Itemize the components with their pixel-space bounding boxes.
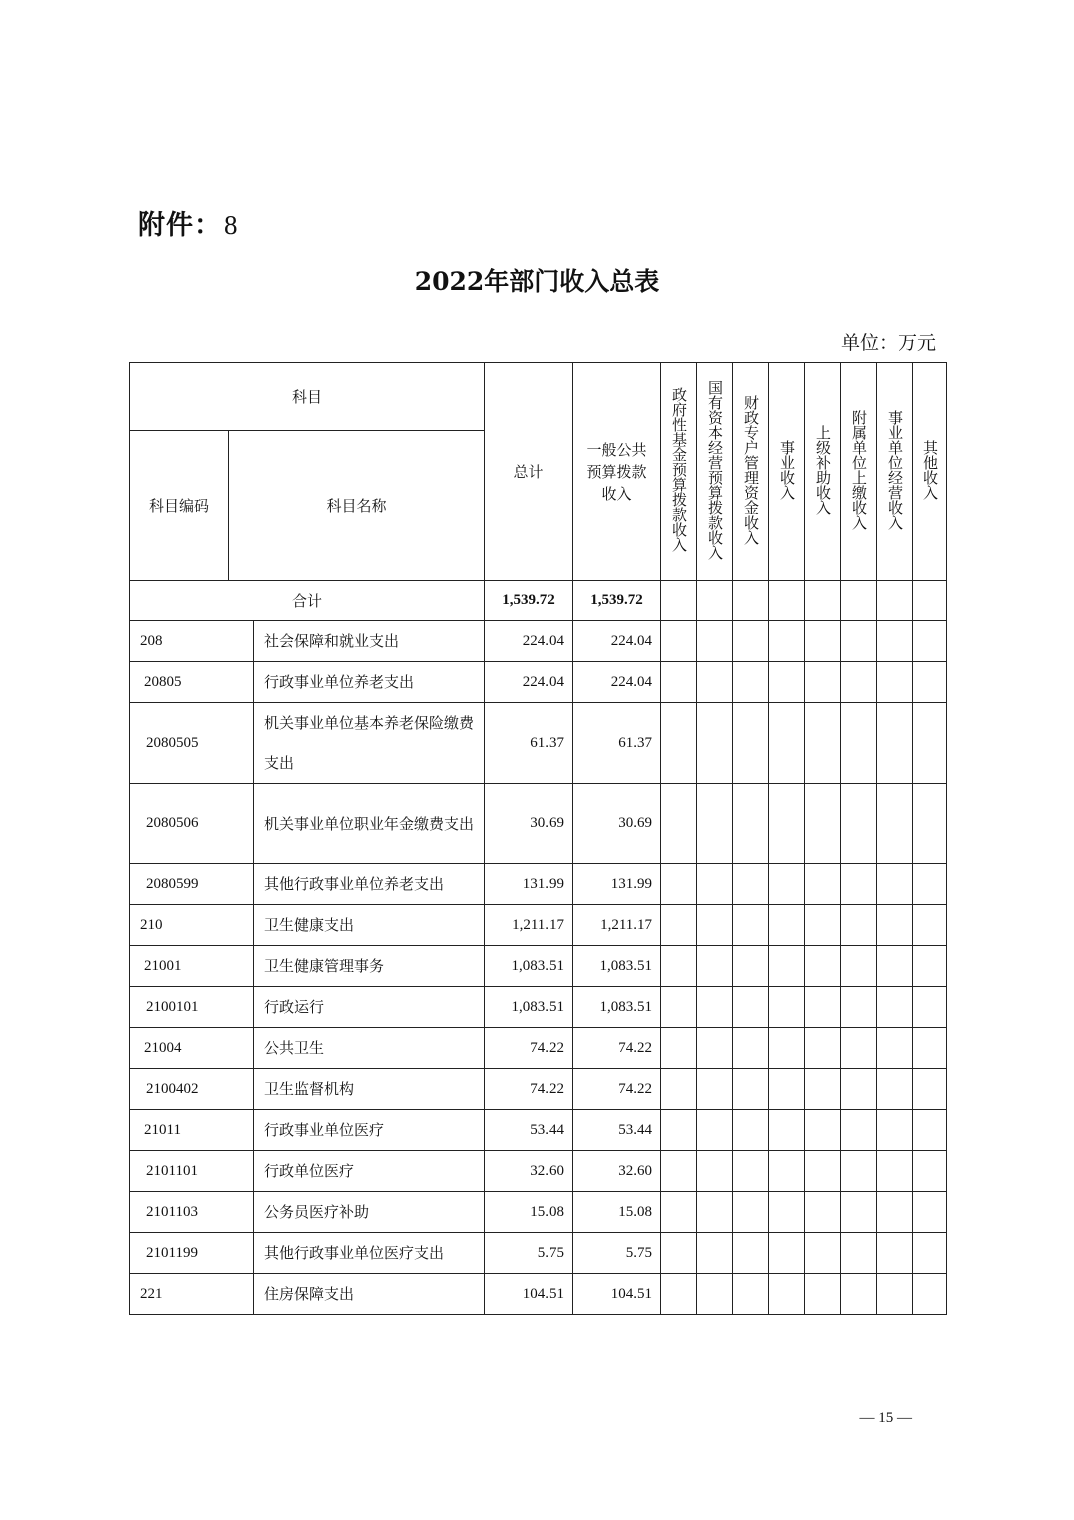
row-empty-cell <box>661 1110 697 1151</box>
row-empty-cell <box>913 1151 947 1192</box>
row-name: 行政单位医疗 <box>254 1151 485 1192</box>
row-empty-cell <box>877 1028 913 1069</box>
row-total: 61.37 <box>485 703 573 784</box>
row-empty-cell <box>733 1069 769 1110</box>
row-empty-cell <box>733 784 769 864</box>
page-title: 2022年部门收入总表 <box>414 267 660 296</box>
attachment-prefix: 附件： <box>138 210 222 241</box>
row-general: 74.22 <box>573 1028 661 1069</box>
row-name: 卫生健康支出 <box>254 905 485 946</box>
row-empty-cell <box>733 621 769 662</box>
row-empty-cell <box>733 1274 769 1315</box>
row-empty-cell <box>769 905 805 946</box>
header-superior <box>805 363 841 581</box>
row-total: 1,211.17 <box>485 905 573 946</box>
row-code: 21011 <box>130 1110 254 1151</box>
row-empty-cell <box>697 987 733 1028</box>
row-empty-cell <box>841 905 877 946</box>
table-row <box>130 1233 947 1274</box>
row-empty-cell <box>877 864 913 905</box>
header-subject: 科目 <box>130 363 485 431</box>
row-empty-cell <box>805 1110 841 1151</box>
row-name: 行政事业单位医疗 <box>254 1110 485 1151</box>
row-empty-cell <box>877 1233 913 1274</box>
row-total: 74.22 <box>485 1069 573 1110</box>
row-empty-cell <box>877 1069 913 1110</box>
table-row <box>130 905 947 946</box>
header-total: 总计 <box>485 363 573 581</box>
row-empty-cell <box>697 1110 733 1151</box>
row-empty-cell <box>877 987 913 1028</box>
row-empty-cell <box>769 703 805 784</box>
row-empty-cell <box>733 703 769 784</box>
row-empty-cell <box>733 1192 769 1233</box>
row-name: 住房保障支出 <box>254 1274 485 1315</box>
table-row <box>130 621 947 662</box>
row-code: 208 <box>130 621 254 662</box>
row-code: 2080506 <box>130 784 254 864</box>
row-empty-cell <box>697 905 733 946</box>
row-empty-cell <box>769 1028 805 1069</box>
row-empty-cell <box>877 662 913 703</box>
row-name: 公共卫生 <box>254 1028 485 1069</box>
header-superior-text: 上级补助收入 <box>814 424 833 515</box>
income-table <box>129 362 947 1315</box>
row-code: 2100402 <box>130 1069 254 1110</box>
row-empty-cell <box>769 662 805 703</box>
row-general: 74.22 <box>573 1069 661 1110</box>
row-code: 2101101 <box>130 1151 254 1192</box>
row-code: 2080505 <box>130 703 254 784</box>
row-name: 公务员医疗补助 <box>254 1192 485 1233</box>
row-empty-cell <box>841 1192 877 1233</box>
row-code: 221 <box>130 1274 254 1315</box>
header-affiliated-text: 附属单位上缴收入 <box>850 409 869 530</box>
row-name: 机关事业单位基本养老保险缴费支出 <box>254 703 485 784</box>
row-empty-cell <box>769 1192 805 1233</box>
row-empty-cell <box>877 1110 913 1151</box>
unit-label: 单位：万元 <box>840 332 936 354</box>
row-empty-cell <box>661 1233 697 1274</box>
header-general-text: 一般公共预算拨款收入 <box>586 440 647 503</box>
row-code: 2101103 <box>130 1192 254 1233</box>
row-total: 104.51 <box>485 1274 573 1315</box>
row-empty-cell <box>841 621 877 662</box>
row-empty-cell <box>733 1151 769 1192</box>
row-empty-cell <box>877 905 913 946</box>
row-empty-cell <box>769 621 805 662</box>
row-empty-cell <box>841 1151 877 1192</box>
row-empty-cell <box>877 1151 913 1192</box>
row-empty-cell <box>805 621 841 662</box>
row-code: 20805 <box>130 662 254 703</box>
row-empty-cell <box>805 987 841 1028</box>
row-total: 74.22 <box>485 1028 573 1069</box>
row-empty-cell <box>769 1274 805 1315</box>
row-total: 5.75 <box>485 1233 573 1274</box>
row-general: 30.69 <box>573 784 661 864</box>
row-name: 卫生监督机构 <box>254 1069 485 1110</box>
attachment-number: 8 <box>224 210 239 240</box>
header-name: 科目名称 <box>229 431 485 581</box>
row-empty-cell <box>661 784 697 864</box>
row-general: 224.04 <box>573 621 661 662</box>
row-empty-cell <box>733 662 769 703</box>
row-empty-cell <box>913 987 947 1028</box>
row-general: 53.44 <box>573 1110 661 1151</box>
row-empty-cell <box>841 662 877 703</box>
row-total: 30.69 <box>485 784 573 864</box>
row-empty-cell <box>805 946 841 987</box>
row-empty-cell <box>769 946 805 987</box>
row-general: 15.08 <box>573 1192 661 1233</box>
row-general: 61.37 <box>573 703 661 784</box>
table-row <box>130 1069 947 1110</box>
header-gov-fund-text: 政府性基金预算拨款收入 <box>670 387 689 552</box>
header-general <box>573 363 661 581</box>
row-empty-cell <box>661 987 697 1028</box>
row-empty-cell <box>913 784 947 864</box>
row-empty-cell <box>805 864 841 905</box>
row-empty-cell <box>733 1233 769 1274</box>
row-empty-cell <box>841 1233 877 1274</box>
row-empty-cell <box>877 1274 913 1315</box>
row-empty-cell <box>805 1192 841 1233</box>
row-general: 32.60 <box>573 1151 661 1192</box>
row-empty-cell <box>805 662 841 703</box>
header-other <box>913 363 947 581</box>
row-empty-cell <box>805 784 841 864</box>
row-general: 1,083.51 <box>573 987 661 1028</box>
row-empty-cell <box>697 1151 733 1192</box>
row-empty-cell <box>877 703 913 784</box>
row-empty-cell <box>841 1069 877 1110</box>
row-empty-cell <box>697 784 733 864</box>
row-code: 21001 <box>130 946 254 987</box>
row-empty-cell <box>913 1028 947 1069</box>
row-empty-cell <box>697 1069 733 1110</box>
row-empty-cell <box>913 905 947 946</box>
row-empty-cell <box>805 1233 841 1274</box>
header-affiliated <box>841 363 877 581</box>
row-empty-cell <box>913 1192 947 1233</box>
row-empty-cell <box>697 621 733 662</box>
table-row <box>130 946 947 987</box>
row-empty-cell <box>877 784 913 864</box>
table-row <box>130 662 947 703</box>
row-total: 131.99 <box>485 864 573 905</box>
row-empty-cell <box>805 1069 841 1110</box>
header-gov-fund <box>661 363 697 581</box>
row-general: 131.99 <box>573 864 661 905</box>
row-empty-cell <box>661 946 697 987</box>
row-empty-cell <box>913 1233 947 1274</box>
row-empty-cell <box>841 784 877 864</box>
row-empty-cell <box>697 1233 733 1274</box>
header-business <box>769 363 805 581</box>
row-empty-cell <box>661 1151 697 1192</box>
row-name: 行政事业单位养老支出 <box>254 662 485 703</box>
row-total: 224.04 <box>485 621 573 662</box>
row-total: 32.60 <box>485 1151 573 1192</box>
row-code: 21004 <box>130 1028 254 1069</box>
row-empty-cell <box>733 987 769 1028</box>
row-empty-cell <box>697 662 733 703</box>
row-empty-cell <box>661 864 697 905</box>
row-code: 210 <box>130 905 254 946</box>
row-empty-cell <box>841 1274 877 1315</box>
row-name: 其他行政事业单位医疗支出 <box>254 1233 485 1274</box>
row-empty-cell <box>841 703 877 784</box>
row-general: 1,211.17 <box>573 905 661 946</box>
row-total: 1,083.51 <box>485 946 573 987</box>
table-rows <box>130 621 947 1315</box>
row-general: 104.51 <box>573 1274 661 1315</box>
row-empty-cell <box>733 864 769 905</box>
attachment-label <box>138 203 239 242</box>
row-total: 1,083.51 <box>485 987 573 1028</box>
page-number: — 15 — <box>859 1410 912 1426</box>
sum-label: 合计 <box>130 581 485 621</box>
row-empty-cell <box>697 1028 733 1069</box>
table-row <box>130 987 947 1028</box>
table-row <box>130 1192 947 1233</box>
header-state-capital-text: 国有资本经营预算拨款收入 <box>706 379 725 560</box>
row-empty-cell <box>697 703 733 784</box>
row-empty-cell <box>913 946 947 987</box>
row-empty-cell <box>733 905 769 946</box>
row-empty-cell <box>913 1274 947 1315</box>
row-empty-cell <box>769 1233 805 1274</box>
row-empty-cell <box>697 946 733 987</box>
row-empty-cell <box>841 987 877 1028</box>
row-empty-cell <box>697 864 733 905</box>
row-empty-cell <box>769 1069 805 1110</box>
row-empty-cell <box>805 703 841 784</box>
table-row <box>130 1110 947 1151</box>
header-state-capital <box>697 363 733 581</box>
row-name: 其他行政事业单位养老支出 <box>254 864 485 905</box>
row-empty-cell <box>769 1151 805 1192</box>
header-special-text: 财政专户管理资金收入 <box>742 394 761 545</box>
header-special <box>733 363 769 581</box>
row-empty-cell <box>661 1028 697 1069</box>
row-name: 机关事业单位职业年金缴费支出 <box>254 784 485 864</box>
header-business-text: 事业收入 <box>778 439 797 500</box>
row-empty-cell <box>841 1110 877 1151</box>
row-name: 社会保障和就业支出 <box>254 621 485 662</box>
row-empty-cell <box>913 1069 947 1110</box>
header-operating-text: 事业单位经营收入 <box>886 409 905 530</box>
row-total: 15.08 <box>485 1192 573 1233</box>
row-empty-cell <box>661 662 697 703</box>
row-empty-cell <box>913 864 947 905</box>
row-empty-cell <box>841 1028 877 1069</box>
row-empty-cell <box>661 1069 697 1110</box>
row-code: 2101199 <box>130 1233 254 1274</box>
row-empty-cell <box>661 1192 697 1233</box>
row-empty-cell <box>805 1028 841 1069</box>
row-empty-cell <box>661 703 697 784</box>
row-empty-cell <box>877 946 913 987</box>
row-empty-cell <box>661 905 697 946</box>
row-empty-cell <box>769 987 805 1028</box>
row-empty-cell <box>733 1110 769 1151</box>
row-empty-cell <box>769 1110 805 1151</box>
row-total: 53.44 <box>485 1110 573 1151</box>
row-empty-cell <box>805 1151 841 1192</box>
table-row <box>130 1151 947 1192</box>
row-empty-cell <box>841 946 877 987</box>
row-name: 卫生健康管理事务 <box>254 946 485 987</box>
row-empty-cell <box>697 1274 733 1315</box>
table-row <box>130 1274 947 1315</box>
table-row <box>130 864 947 905</box>
row-empty-cell <box>769 864 805 905</box>
row-empty-cell <box>805 1274 841 1315</box>
row-total: 224.04 <box>485 662 573 703</box>
row-empty-cell <box>733 1028 769 1069</box>
row-empty-cell <box>733 946 769 987</box>
row-empty-cell <box>913 1110 947 1151</box>
row-general: 1,083.51 <box>573 946 661 987</box>
row-code: 2080599 <box>130 864 254 905</box>
row-empty-cell <box>913 621 947 662</box>
row-empty-cell <box>661 621 697 662</box>
row-empty-cell <box>805 905 841 946</box>
row-general: 5.75 <box>573 1233 661 1274</box>
row-empty-cell <box>913 662 947 703</box>
table-row <box>130 1028 947 1069</box>
row-empty-cell <box>877 1192 913 1233</box>
row-empty-cell <box>877 621 913 662</box>
sum-general: 1,539.72 <box>573 581 661 621</box>
row-empty-cell <box>769 784 805 864</box>
header-code: 科目编码 <box>130 431 229 581</box>
row-code: 2100101 <box>130 987 254 1028</box>
row-empty-cell <box>913 703 947 784</box>
sum-total: 1,539.72 <box>485 581 573 621</box>
header-other-text: 其他收入 <box>921 439 940 500</box>
row-empty-cell <box>661 1274 697 1315</box>
row-empty-cell <box>841 864 877 905</box>
row-general: 224.04 <box>573 662 661 703</box>
header-operating <box>877 363 913 581</box>
row-name: 行政运行 <box>254 987 485 1028</box>
table-row <box>130 784 947 864</box>
table-row <box>130 703 947 784</box>
row-empty-cell <box>697 1192 733 1233</box>
